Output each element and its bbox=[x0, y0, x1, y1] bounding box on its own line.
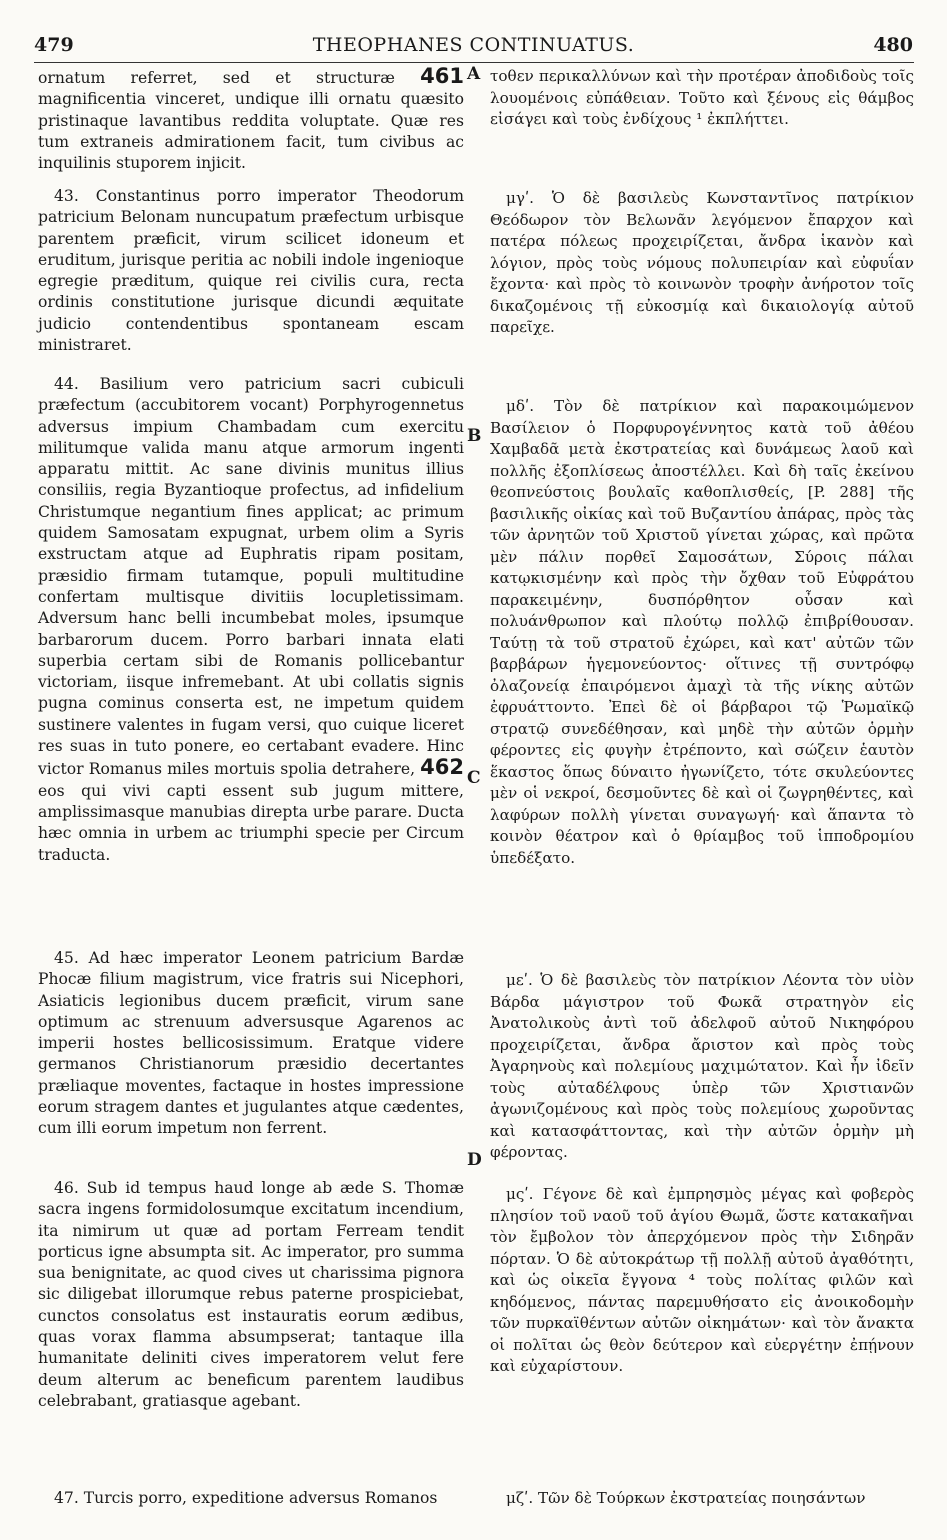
greek-paragraph-42-end: τοθεν περικαλλύνων καὶ τὴν προτέραν ἀποδιδοὺς τοῖς λουομένοις εὐπάθειαν. Τοῦτο καὶ ξένους εἰς θάμβος εἰσάγει καὶ τοὺς ἐνδίχους ¹ ἐκπλήττει. bbox=[490, 67, 914, 128]
latin-paragraph-45: 45. Ad hæc imperator Leonem patricium Bardæ Phocæ filium magistrum, vice fratris sui Nicephori, Asiaticis legionibus ducem præficit, virum sane optimum ac strenuum adversusque Agarenos ac imperii hostes bellicosissimum. Eratque videre germanos Christianorum præsidio decertantes præliaque moventes, factaque in hostes impressione eorum stragem dantes et jugulantes atque cædentes, cum illi eorum impetum non ferrent. bbox=[38, 949, 464, 1138]
greek-paragraph-43: μγʹ. Ὁ δὲ βασιλεὺς Κωνσταντῖνος πατρίκιον Θεόδωρον τὸν Βελωνᾶν λεγόμενον ἔπαρχον καὶ πατέρα πόλεως προχειρίζεται, ἄνδρα ἱκανὸν καὶ λόγιον, πρὸς τοὺς νόμους πολυπειρίαν καὶ εὐφυΐαν ἔχοντα· καὶ πρὸς τὸ κοινωνὸν τροφὴν ἀνήροτον τοῖς δικαζομένοις τῇ εὐκοσμίᾳ καὶ δικαιολογίᾳ αὐτοῦ παρεῖχε. bbox=[490, 189, 914, 336]
marginal-page-462: 462 bbox=[420, 755, 464, 780]
latin-paragraph-44: 44. Basilium vero patricium sacri cubiculi præfectum (accubitorem vocant) Porphyrogennetus adversus impium Chambadam cum exercitu militumque valida manu atque armorum ingenti apparatu mittit. Ac sane divinis munitus illius consiliis, regia Byzantioque profectus, ad infidelium Christumque negantium fines applicat; ac primum quidem Samosatam expugnat, urbem olim a Syris exstructam atque ad Euphratis ripam positam, præsidio firmam tutamque, populi multitudine confertam multisque divitiis locupletissimam. Adversum hanc belli incumbebat moles, ipsumque barbarorum ducem. Porro barbari innata elati superbia certam sibi de Romanis pollicebantur victoriam, iisque infremebant. At ubi collatis signis pugna cominus conserta est, ne impetum quidem sustinere valentes in fugam versi, quo cuique liceret res suas in tuto ponere, eo certabant evadere. Hinc victor Romanus miles mortuis spolia detrahere, 462 eos qui vivi capti essent sub jugum mittere, amplissimasque manubias direpta urbe parare. Ducta hæc omnia in urbem ac triumphi specie per Circum traducta. bbox=[38, 375, 465, 864]
page-header bbox=[0, 34, 947, 62]
latin-paragraph-43: 43. Constantinus porro imperator Theodorum patricium Belonam nuncupatum præfectum urbisque parentem præficit, virum scilicet idoneum et eruditum, jurisque peritia ac nobili indole ingenioque egregie præditum, quique rei civilis cura, recta ordinis constitutione jurisque dicundi æquitate judicio contendentibus spontaneam escam ministraret. bbox=[38, 187, 464, 355]
latin-paragraph-46: 46. Sub id tempus haud longe ab æde S. Thomæ sacra ingens formidolosumque excitatum incendium, ita nimirum ut quæ ad portam Ferream tendit porticus igne absumpta sit. Ac imperator, pro summa sua benignitate, ac quod cives ut charissima pignora sic diligebat illorumque rebus paterne prospiciebat, cunctos consolatus est instauratis eorum ædibus, quas vorax flamma absumpserat; tantaque illa humanitate deliniti cives imperatorem velut fere deum alterum ac beneficum parentem laudibus celebrabant, gratiasque agebant. bbox=[38, 1179, 464, 1410]
greek-paragraph-47: μζʹ. Τῶν δὲ Τούρκων ἐκστρατείας ποιησάντων bbox=[506, 1489, 866, 1507]
margin-letter-c: C bbox=[467, 768, 481, 788]
latin-paragraph-47: 47. Turcis porro, expeditione adversus Romanos bbox=[54, 1489, 438, 1507]
marginal-page-461: 461 bbox=[420, 64, 464, 88]
page-number-right: 480 bbox=[873, 34, 913, 56]
greek-paragraph-46: μςʹ. Γέγονε δὲ καὶ ἐμπρησμὸς μέγας καὶ φοβερὸς πλησίον τοῦ ναοῦ τοῦ ἁγίου Θωμᾶ, ὥστε κατακαῆναι τὸν ἔμβολον τὸν ἀπερχόμενον πρὸς τὴν Σιδηρᾶν πόρταν. Ὁ δὲ αὐτοκράτωρ τῇ πολλῇ αὐτοῦ ἀγαθότητι, καὶ ὡς οἰκεῖα ἔγγονα ⁴ τοὺς πολίτας φιλῶν καὶ κηδόμενος, πάντας παρεμυθήσατο εἰς ἀνοικοδομὴν τῶν πυρκαϊθέντων αὐτῶν οἰκημάτων· καὶ τὸν ἄνακτα οἱ πολῖται ὡς θεὸν δεύτερον καὶ εὐεργέτην ἐπῄνουν καὶ εὐχαρίστουν. bbox=[490, 1185, 914, 1375]
margin-letter-b: B bbox=[467, 426, 482, 446]
greek-paragraph-44: μδʹ. Τὸν δὲ πατρίκιον καὶ παρακοιμώμενον Βασίλειον ὁ Πορφυρογέννητος κατὰ τοῦ ἀθέου Χαμβαδᾶ μετὰ ἐκστρατείας καὶ δυνάμεως λαοῦ καὶ πολλῆς ἐξοπλίσεως ἀποστέλλει. Καὶ δὴ ταῖς ἐκείνου θεοπνεύστοις βουλαῖς καθοπλισθείς, [P. 288] τῆς βασιλικῆς οἰκίας καὶ τοῦ Βυζαντίου ἀπάρας, πρὸς τὰς τῶν ἀρνητῶν τοῦ Χριστοῦ γίνεται χώρας, καὶ πρῶτα μὲν πάλιν πορθεῖ Σαμοσάτων, Σύροις πάλαι κατῳκισμένην καὶ πρὸς τὴν ὄχθαν τοῦ Εὐφράτου παρακειμένην, δυσπόρθητον οὖσαν καὶ πολυάνθρωπον καὶ πλούτῳ πολλῷ ἐπιβρίθουσαν. Ταύτῃ τὰ τοῦ στρατοῦ ἐχώρει, καὶ κατ' αὐτῶν τῶν βαρβάρων ἡγεμονεύοντος· οἵτινες τῇ συντρόφῳ ὀλαζονείᾳ ἐπαιρόμενοι ἀμαχὶ τὰ τῆς νίκης αὐτῶν ἐφρυάττοντο. Ἐπεὶ δὲ οἱ βάρβαροι τῷ Ῥωμαϊκῷ στρατῷ συνεδέθησαν, καὶ μηδὲ τὴν αὐτῶν ὁρμὴν φέροντες εἰς φυγὴν ἐτρέποντο, καὶ σώζειν ἑαυτὸν ἕκαστος ὅπως δύναιτο ἠγωνίζετο, τότε σκυλεύοντες μὲν οἱ νεκροί, δεσμοῦντες δὲ καὶ οἱ ζωγρηθέντες, καὶ λαφύρων πολλὴ γίνεται συναγωγή· καὶ ἅπαντα τὸ κοινὸν θέατρον καὶ ὁ θρίαμβος τοῦ ἱπποδρομίου ὑπεδέξατο. bbox=[490, 397, 914, 867]
greek-paragraph-45: μεʹ. Ὁ δὲ βασιλεὺς τὸν πατρίκιον Λέοντα τὸν υἱὸν Βάρδα μάγιστρον τοῦ Φωκᾶ στρατηγὸν εἰς Ἀνατολικοὺς ἀντὶ τοῦ ἀδελφοῦ αὐτοῦ Νικηφόρου προχειρίζεται, ἄνδρα ἄριστον καὶ πρὸς τοὺς Ἀγαρηνοὺς καὶ πολεμίους μαχιμώτατον. Καὶ ἦν ἰδεῖν τοὺς αὐταδέλφους ὑπὲρ τῶν Χριστιανῶν ἀγωνιζομένους καὶ πρὸς τοὺς πολεμίους χωροῦντας καὶ κατασφάττοντας, καὶ τὴν αὐτῶν ὁρμὴν μὴ φέροντας. bbox=[490, 971, 914, 1161]
margin-letter-a: A bbox=[467, 64, 481, 84]
header-rule bbox=[34, 62, 914, 63]
latin-paragraph-42-end: ornatum referret, sed et structuræ 461 magnificentia vinceret, undique illi ornatu quæsito pristinaque lavantibus reddita voluptate. Quæ res tum extraneis admirationem facit, tum civibus ac inquilinis stuporem injicit. bbox=[38, 64, 464, 173]
margin-letter-d: D bbox=[467, 1150, 482, 1170]
running-title: THEOPHANES CONTINUATUS. bbox=[312, 34, 635, 56]
page-number-left: 479 bbox=[34, 34, 74, 56]
